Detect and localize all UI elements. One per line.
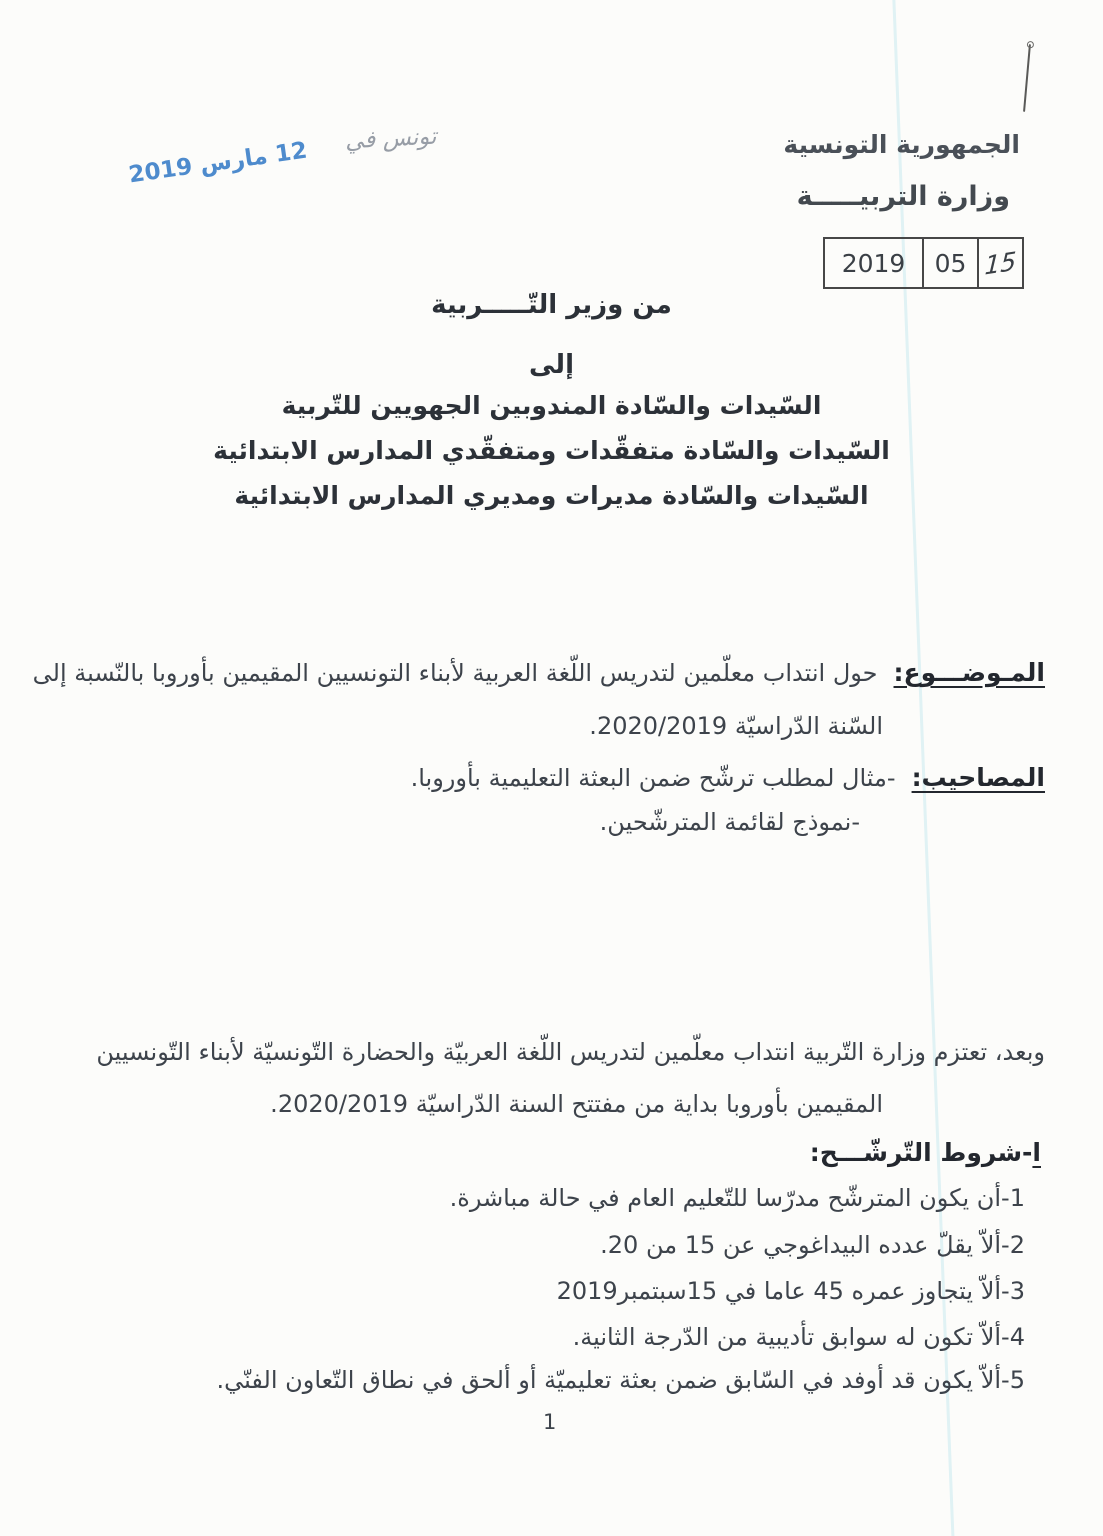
attachment-item-1: -مثال لمطلب ترشّح ضمن البعثة التعليمية بأوروبا.: [410, 764, 896, 792]
subject-label: المـوضـــوع:: [893, 658, 1045, 687]
attachment-item-2: -نموذج لقائمة المترشّحين.: [599, 808, 860, 836]
attachments-line-1: [411, 763, 1045, 792]
pen-mark: [1023, 44, 1031, 112]
reference-date-box: [823, 237, 1024, 289]
conditions-heading: [810, 1138, 1041, 1167]
attachments-label: المصاحيب:: [911, 763, 1045, 792]
condition-item-1: 1-أن يكون المترشّح مدرّسا للتّعليم العام في حالة مباشرة.: [449, 1184, 1025, 1212]
condition-item-3: 3-ألاّ يتجاوز عمره 45 عاما في 15سبتمبر2019: [556, 1277, 1025, 1305]
page-number: 1: [543, 1410, 557, 1434]
addressee-regional-delegates: السّيدات والسّادة المندوبين الجهويين للتّربية: [281, 391, 822, 420]
date-year: 2019: [825, 239, 924, 287]
ministry-title: وزارة التربيـــــة: [796, 181, 1010, 212]
subject-line-2: السّنة الدّراسيّة 2020/2019.: [589, 712, 883, 740]
conditions-heading-numeral: ا: [1032, 1138, 1041, 1167]
date-month: 05: [924, 239, 979, 287]
body-paragraph-line-1: وبعد، تعتزم وزارة التّربية انتداب معلّمين لتدريس اللّغة العربيّة والحضارة التّونسيّة لأبناء التّونسيين: [96, 1038, 1045, 1066]
addressee-school-directors: السّيدات والسّادة مديرات ومديري المدارس الابتدائية: [234, 481, 869, 510]
condition-item-2: 2-ألاّ يقلّ عدده البيداغوجي عن 15 من 20.: [600, 1231, 1025, 1259]
condition-item-5: 5-ألاّ يكون قد أوفد في السّابق ضمن بعثة تعليميّة أو ألحق في نطاق التّعاون الفنّي.: [216, 1366, 1025, 1394]
subject-text: حول انتداب معلّمين لتدريس اللّغة العربية لأبناء التونسيين المقيمين بأوروبا بالنّسبة إلى: [32, 659, 878, 687]
to-line: إلى: [529, 350, 574, 380]
body-paragraph-line-2: المقيمين بأوروبا بداية من مفتتح السنة الدّراسيّة 2020/2019.: [270, 1090, 883, 1118]
date-day-handwritten: 15: [984, 245, 1017, 281]
republic-title: الجمهورية التونسية: [783, 130, 1020, 159]
conditions-heading-text: -شروط التّرشّـــح:: [809, 1138, 1033, 1167]
tunis-date-label: تونس في: [344, 123, 438, 155]
condition-item-4: 4-ألاّ تكون له سوابق تأديبية من الدّرجة الثانية.: [572, 1323, 1025, 1351]
subject-line-1: [33, 658, 1045, 687]
received-date-stamp: 12 مارس 2019: [127, 137, 309, 189]
from-minister-line: من وزير التّـــــربية: [431, 290, 672, 320]
addressee-school-inspectors: السّيدات والسّادة متفقّدات ومتفقّدي المدارس الابتدائية: [213, 436, 890, 465]
